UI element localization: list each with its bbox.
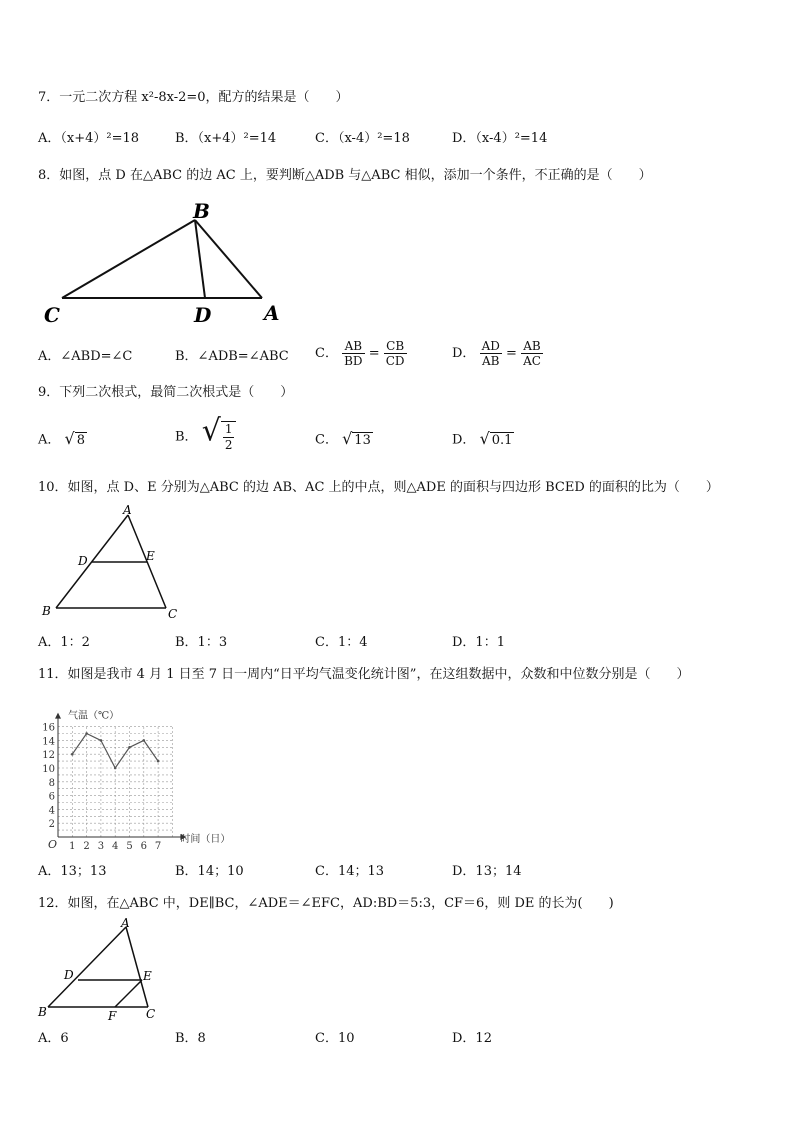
- q9-option-b[interactable]: [175, 413, 236, 453]
- chart-data-point: [143, 739, 146, 742]
- q12-option-d[interactable]: D．12: [452, 1031, 492, 1046]
- q12-label-b: B: [38, 1005, 47, 1019]
- fraction-denominator: AB: [480, 353, 502, 368]
- x-tick-label: 4: [112, 841, 119, 852]
- q12-label-d: D: [64, 968, 74, 982]
- q8-option-c[interactable]: [315, 339, 407, 368]
- sqrt-expression: [480, 431, 515, 449]
- chart-data-point: [157, 760, 160, 763]
- q9-option-b-prefix: B．: [175, 429, 198, 445]
- equals-sign: =: [368, 346, 380, 361]
- x-tick-label: 2: [83, 841, 90, 852]
- q10-option-d[interactable]: D．1：1: [452, 635, 505, 650]
- q10-stem: 10．如图，点 D、E 分别为△ABC 的边 AB、AC 上的中点，则△ADE 的面积与四边形 BCED 的面积的比为（ ）: [38, 480, 719, 495]
- q7-stem: 7．一元二次方程 x²-8x-2=0，配方的结果是（ ）: [38, 90, 349, 105]
- chart-data-point: [128, 746, 131, 749]
- fraction-denominator: AC: [523, 354, 541, 368]
- q8-option-a[interactable]: A．∠ABD=∠C: [38, 349, 133, 364]
- chart-axes: [55, 713, 186, 840]
- q11-stem: 11．如图是我市 4 月 1 日至 7 日一周内“日平均气温变化统计图”，在这组数据中，众数和中位数分别是（ ）: [38, 667, 690, 682]
- q10-label-d: D: [78, 554, 88, 568]
- q8-option-d-right-fraction: [521, 339, 543, 368]
- q8-option-c-prefix: C．: [315, 346, 338, 361]
- q8-triangle-figure: [40, 198, 300, 328]
- radicand: 8: [76, 433, 86, 448]
- fraction-numerator: AD: [481, 339, 500, 353]
- radicand: 0.1: [491, 433, 513, 448]
- y-axis-arrow-icon: [55, 713, 61, 719]
- q7-option-b[interactable]: B．（x+4）²=14: [175, 131, 277, 146]
- q12-stem: 12．如图，在△ABC 中，DE∥BC，∠ADE＝∠EFC，AD:BD＝5:3，CF＝6，则 DE 的长为( ): [38, 896, 614, 911]
- y-tick-label: 14: [42, 736, 55, 748]
- chart-data-point: [71, 753, 74, 756]
- q11-option-b[interactable]: B．14；10: [175, 864, 244, 879]
- q12-label-c: C: [146, 1007, 156, 1021]
- q12-option-b[interactable]: B．8: [175, 1031, 206, 1046]
- x-tick-label: 1: [69, 841, 76, 852]
- y-tick-label: 6: [48, 791, 55, 803]
- radicand-fraction: [221, 421, 237, 453]
- q7-option-d[interactable]: D．（x-4）²=14: [452, 131, 548, 146]
- y-tick-label: 2: [48, 819, 55, 831]
- q8-label-c: C: [44, 303, 60, 327]
- q11-option-d[interactable]: D．13；14: [452, 864, 522, 879]
- q8-option-d-left-fraction: [480, 339, 502, 368]
- q12-triangle-figure: [38, 915, 168, 1027]
- q10-triangle-figure: [40, 505, 190, 623]
- y-tick-label: 10: [42, 764, 55, 775]
- q10-label-a: A: [123, 503, 132, 517]
- chart-origin-label: O: [48, 838, 58, 851]
- chart-grid: [58, 727, 172, 837]
- fraction-numerator: CB: [386, 339, 405, 353]
- q10-label-b: B: [42, 604, 51, 618]
- sqrt-icon: √: [201, 413, 221, 449]
- chart-y-axis-label: 气温（℃）: [68, 710, 120, 722]
- q8-option-c-left-fraction: [342, 339, 364, 368]
- q8-option-c-right-fraction: [384, 339, 407, 368]
- q10-label-c: C: [168, 607, 178, 621]
- radicand: 13: [354, 433, 371, 448]
- q8-label-b: B: [193, 199, 210, 223]
- fraction-numerator: 1: [224, 422, 233, 436]
- q8-option-d-prefix: D．: [452, 346, 476, 361]
- y-tick-label: 8: [48, 777, 55, 789]
- chart-series-line: [72, 734, 158, 769]
- equals-sign: =: [506, 346, 517, 361]
- fraction-denominator: 2: [224, 438, 233, 452]
- chart-data-point: [100, 739, 103, 742]
- chart-data-point: [114, 767, 117, 770]
- x-tick-label: 7: [154, 841, 162, 852]
- fraction-numerator: AB: [523, 339, 541, 353]
- q9-option-a[interactable]: [38, 431, 87, 449]
- q12-option-c[interactable]: C．10: [315, 1031, 355, 1046]
- q11-temperature-chart: [40, 692, 230, 852]
- x-tick-label: 5: [126, 841, 133, 852]
- sqrt-expression: [201, 413, 237, 453]
- fraction-denominator: BD: [344, 354, 363, 368]
- chart-x-axis-label: 时间（日）: [180, 834, 231, 845]
- q8-stem: 8．如图，点 D 在△ABC 的边 AC 上，要判断△ADB 与△ABC 相似，添加一个条件，不正确的是（ ）: [38, 168, 652, 183]
- fraction-denominator: CD: [385, 354, 405, 368]
- sqrt-icon: √: [342, 429, 353, 448]
- q8-option-b[interactable]: B．∠ADB=∠ABC: [175, 349, 289, 364]
- q9-option-c-prefix: C．: [315, 432, 338, 448]
- q10-option-a[interactable]: A．1：2: [38, 635, 90, 650]
- q11-option-a[interactable]: A．13；13: [38, 864, 107, 879]
- q11-option-c[interactable]: C．14；13: [315, 864, 385, 879]
- x-tick-label: 6: [140, 841, 147, 852]
- q9-option-d[interactable]: [452, 431, 514, 449]
- q10-label-e: E: [146, 549, 155, 563]
- q12-label-e: E: [143, 969, 152, 983]
- q12-label-f: F: [108, 1009, 117, 1023]
- q10-option-c[interactable]: C．1：4: [315, 635, 368, 650]
- y-tick-label: 4: [48, 805, 55, 817]
- q9-option-c[interactable]: [315, 431, 373, 449]
- chart-data-point: [85, 732, 88, 735]
- y-tick-label: 16: [42, 722, 55, 734]
- q10-option-b[interactable]: B．1：3: [175, 635, 228, 650]
- q7-option-a[interactable]: A．（x+4）²=18: [38, 131, 140, 146]
- chart-y-tick-labels: [42, 723, 55, 831]
- q8-option-d[interactable]: [452, 339, 543, 368]
- chart-x-tick-labels: [69, 841, 161, 852]
- q9-option-d-prefix: D．: [452, 432, 476, 448]
- q12-label-a: A: [121, 916, 130, 930]
- q8-label-d: D: [194, 303, 212, 327]
- sqrt-expression: [342, 431, 373, 449]
- q9-stem: 9．下列二次根式，最简二次根式是（ ）: [38, 385, 294, 400]
- q8-label-a: A: [264, 301, 280, 325]
- q9-option-a-prefix: A．: [38, 432, 61, 448]
- fraction-numerator: AB: [344, 339, 363, 353]
- sqrt-expression: [65, 431, 87, 449]
- q12-option-a[interactable]: A．6: [38, 1031, 69, 1046]
- x-tick-label: 3: [97, 841, 105, 852]
- sqrt-icon: √: [64, 429, 75, 448]
- sqrt-icon: √: [479, 429, 490, 448]
- y-tick-label: 12: [42, 750, 55, 762]
- q7-option-c[interactable]: C．（x-4）²=18: [315, 131, 410, 146]
